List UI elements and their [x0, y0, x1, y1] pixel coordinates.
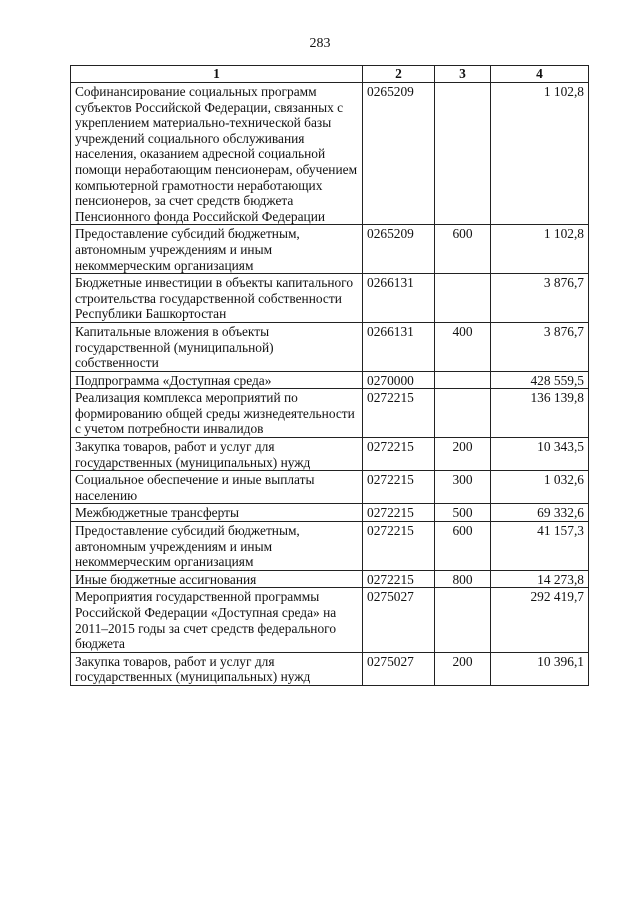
- row-amount: 10 343,5: [491, 438, 589, 471]
- row-type: 200: [435, 652, 491, 685]
- row-code: 0275027: [363, 652, 435, 685]
- row-code: 0272215: [363, 570, 435, 588]
- table-row: [71, 322, 589, 371]
- row-amount: 1 032,6: [491, 471, 589, 504]
- row-code: 0265209: [363, 83, 435, 225]
- row-amount: 292 419,7: [491, 588, 589, 652]
- table-row: [71, 652, 589, 685]
- header-row: [71, 66, 589, 83]
- row-amount: 10 396,1: [491, 652, 589, 685]
- row-amount: 428 559,5: [491, 371, 589, 389]
- table-row: [71, 588, 589, 652]
- row-name: Бюджетные инвестиции в объекты капитального строительства государственной собственности Республики Башкортостан: [71, 274, 363, 323]
- header-col-2: 2: [363, 66, 435, 83]
- row-name: Предоставление субсидий бюджетным, автономным учреждениям и иным некоммерческим организациям: [71, 522, 363, 571]
- row-code: 0272215: [363, 522, 435, 571]
- table-row: [71, 83, 589, 225]
- row-type: 800: [435, 570, 491, 588]
- header-col-1: 1: [71, 66, 363, 83]
- row-name: Закупка товаров, работ и услуг для государственных (муниципальных) нужд: [71, 438, 363, 471]
- table-row: [71, 274, 589, 323]
- row-name: Капитальные вложения в объекты государственной (муниципальной) собственности: [71, 322, 363, 371]
- row-code: 0275027: [363, 588, 435, 652]
- row-type: 200: [435, 438, 491, 471]
- row-type: 500: [435, 504, 491, 522]
- row-type: [435, 371, 491, 389]
- row-name: Подпрограмма «Доступная среда»: [71, 371, 363, 389]
- table-row: [71, 504, 589, 522]
- table-row: [71, 438, 589, 471]
- budget-table: [70, 65, 589, 686]
- row-name: Предоставление субсидий бюджетным, автономным учреждениям и иным некоммерческим организациям: [71, 225, 363, 274]
- table-row: [71, 389, 589, 438]
- row-type: [435, 588, 491, 652]
- row-name: Закупка товаров, работ и услуг для государственных (муниципальных) нужд: [71, 652, 363, 685]
- row-type: [435, 83, 491, 225]
- row-code: 0272215: [363, 504, 435, 522]
- row-code: 0266131: [363, 274, 435, 323]
- table-row: [71, 570, 589, 588]
- row-code: 0272215: [363, 438, 435, 471]
- row-code: 0265209: [363, 225, 435, 274]
- row-amount: 1 102,8: [491, 83, 589, 225]
- row-type: 300: [435, 471, 491, 504]
- table-row: [71, 471, 589, 504]
- row-name: Межбюджетные трансферты: [71, 504, 363, 522]
- row-amount: 136 139,8: [491, 389, 589, 438]
- row-code: 0270000: [363, 371, 435, 389]
- row-type: 600: [435, 225, 491, 274]
- row-amount: 1 102,8: [491, 225, 589, 274]
- row-type: [435, 389, 491, 438]
- table-row: [71, 371, 589, 389]
- row-name: Реализация комплекса мероприятий по формированию общей среды жизнедеятельности с учетом потребности инвалидов: [71, 389, 363, 438]
- table-row: [71, 522, 589, 571]
- row-amount: 41 157,3: [491, 522, 589, 571]
- row-code: 0272215: [363, 471, 435, 504]
- row-name: Софинансирование социальных программ субъектов Российской Федерации, связанных с укреплением материально-технической базы учреждений социального обслуживания населения, оказанием адресной социальной помощи неработающим пенсионерам, обучением компьютерной грамотности неработающих пенсионеров, за счет средств бюджета Пенсионного фонда Российской Федерации: [71, 83, 363, 225]
- header-col-4: 4: [491, 66, 589, 83]
- row-code: 0272215: [363, 389, 435, 438]
- row-amount: 3 876,7: [491, 274, 589, 323]
- header-col-3: 3: [435, 66, 491, 83]
- table-row: [71, 225, 589, 274]
- row-name: Иные бюджетные ассигнования: [71, 570, 363, 588]
- row-type: 400: [435, 322, 491, 371]
- row-code: 0266131: [363, 322, 435, 371]
- row-type: 600: [435, 522, 491, 571]
- row-type: [435, 274, 491, 323]
- row-name: Мероприятия государственной программы Российской Федерации «Доступная среда» на 2011–2015 годы за счет средств федерального бюджета: [71, 588, 363, 652]
- row-amount: 14 273,8: [491, 570, 589, 588]
- page-number: 283: [309, 36, 331, 51]
- row-amount: 69 332,6: [491, 504, 589, 522]
- row-name: Социальное обеспечение и иные выплаты населению: [71, 471, 363, 504]
- row-amount: 3 876,7: [491, 322, 589, 371]
